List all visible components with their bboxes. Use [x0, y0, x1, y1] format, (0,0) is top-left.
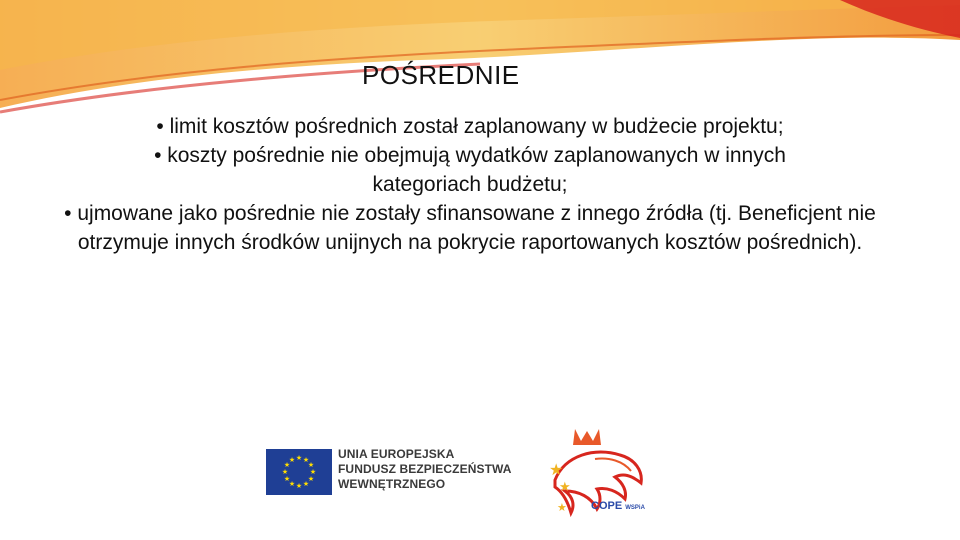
svg-text:★: ★ — [302, 456, 310, 464]
svg-text:★: ★ — [288, 480, 296, 488]
eu-logo-text — [338, 447, 512, 492]
svg-text:★: ★ — [559, 480, 571, 495]
bullet-item: • limit kosztów pośrednich został zaplanowany w budżecie projektu; — [156, 115, 784, 138]
svg-text:★: ★ — [288, 456, 296, 464]
bullet-list — [60, 112, 880, 257]
bullet-item: • ujmowane jako pośrednie nie zostały sfinansowane z innego źródła (tj. Beneficjent nie otrzymuje innych środków unijnych na pokrycie raportowanych kosztów pośrednich). — [64, 202, 876, 254]
bullet-item: • koszty pośrednie nie obejmują wydatków zaplanowanych w innych kategoriach budżetu; — [154, 144, 786, 196]
svg-text:★: ★ — [549, 460, 564, 479]
eu-line-2: FUNDUSZ BEZPIECZEŃSTWA — [338, 462, 512, 476]
svg-text:★: ★ — [295, 454, 303, 462]
svg-text:★: ★ — [307, 475, 315, 483]
svg-text:★: ★ — [557, 501, 567, 514]
eu-flag-logo — [266, 449, 332, 495]
svg-text:★: ★ — [302, 480, 310, 488]
svg-text:★: ★ — [309, 468, 317, 476]
svg-text:★: ★ — [283, 475, 291, 483]
svg-text:★: ★ — [295, 482, 303, 490]
cope-logo-text — [591, 500, 645, 512]
svg-text:★: ★ — [307, 461, 315, 469]
slide-title: POŚREDNIE — [362, 60, 520, 90]
svg-text:★: ★ — [281, 468, 289, 476]
eu-line-3: WEWNĘTRZNEGO — [338, 477, 446, 491]
cope-sub: WSPiA — [625, 505, 645, 511]
cope-name: COPE — [591, 500, 623, 512]
eu-line-1: UNIA EUROPEJSKA — [338, 447, 455, 461]
svg-text:★: ★ — [283, 461, 291, 469]
